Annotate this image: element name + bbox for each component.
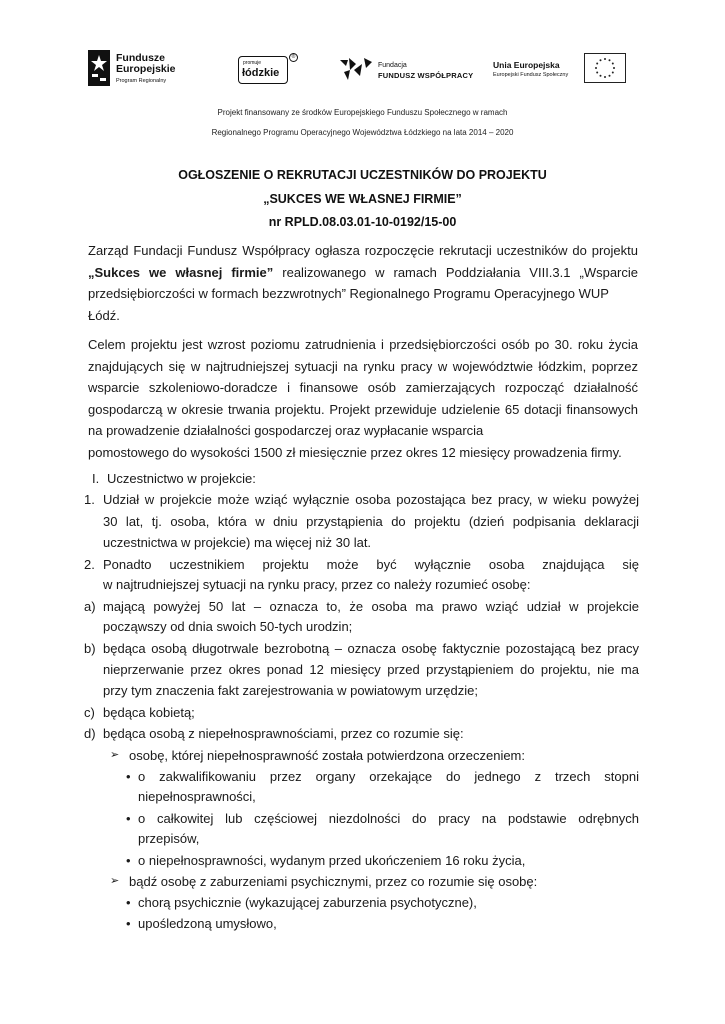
item-1-line-1: Udział w projekcie może wziąć wyłącznie osoba pozostająca bez pracy, w wieku powyżej xyxy=(103,492,639,507)
arrow-1-sub-1-line-2: niepełnosprawności, xyxy=(138,789,256,804)
arrow-bullet-icon: ➢ xyxy=(110,749,120,761)
ue-logo-line2: Europejski Fundusz Społeczny xyxy=(493,72,569,78)
item-a-line-2: począwszy od dnia swoich 50-tych urodzin; xyxy=(103,619,353,634)
fundacja-logo-line2: FUNDUSZ WSPÓŁPRACY xyxy=(378,71,474,80)
item-b-line-2: nieprzerwanie przez okres ponad 12 miesięcy przed przystąpieniem do projektu, nie ma xyxy=(103,662,639,677)
item-2-line-2: w najtrudniejszej sytuacji na rynku pracy, przez co należy rozumieć osobę: xyxy=(103,577,531,592)
section-1-number: I. xyxy=(92,471,100,486)
fundacja-arrows-icon xyxy=(340,56,374,82)
registered-mark: ® xyxy=(289,53,298,62)
item-d-line-1: będąca osobą z niepełnosprawnościami, przez co rozumie się: xyxy=(103,726,464,741)
eu-flag-icon xyxy=(584,53,626,83)
item-1-number: 1. xyxy=(84,492,95,507)
bullet-dot-icon: • xyxy=(126,853,131,868)
item-c-label: c) xyxy=(84,705,95,720)
arrow-1-sub-2-line-1: o całkowitej lub częściowej niezdolności do pracy na podstawie odrębnych xyxy=(138,811,639,826)
item-2-number: 2. xyxy=(84,557,95,572)
item-a-line-1: mającą powyżej 50 lat – oznacza to, że osoba ma prawo wziąć udział w projekcie xyxy=(103,599,639,614)
item-a-label: a) xyxy=(84,599,96,614)
bullet-dot-icon: • xyxy=(126,769,131,784)
arrow-1-sub-3-line-1: o niepełnosprawności, wydanym przed ukończeniem 16 roku życia, xyxy=(138,853,526,868)
arrow-1-text: osobę, której niepełnosprawność została potwierdzona orzeczeniem: xyxy=(129,748,525,763)
intro-paragraph-2 xyxy=(88,334,638,463)
section-1-title: Uczestnictwo w projekcie: xyxy=(107,471,256,486)
arrow-1-sub-1-line-1: o zakwalifikowaniu przez organy orzekające do jednego z trzech stopni xyxy=(138,769,639,784)
intro-p1-text-a: Zarząd Fundacji Fundusz Współpracy ogłasza rozpoczęcie rekrutacji uczestników do projektu xyxy=(88,243,638,258)
item-b-line-1: będąca osobą długotrwale bezrobotną – oznacza osobę faktycznie pozostającą bez pracy xyxy=(103,641,639,656)
intro-p2-last-line: pomostowego do wysokości 1500 zł miesięcznie przez okres 12 miesięcy prowadzenia firmy. xyxy=(88,444,622,460)
fe-logo-line3: Program Regionalny xyxy=(116,78,167,84)
item-b-line-3: przy tym znaczenia fakt zarejestrowania w powiatowym urzędzie; xyxy=(103,683,478,698)
intro-p1-project-name: „Sukces we własnej firmie” xyxy=(88,264,274,280)
funding-note-line1: Projekt finansowany ze środków Europejskiego Funduszu Społecznego w ramach xyxy=(217,108,508,117)
fe-logo-line2: Europejskie xyxy=(116,63,176,75)
item-b-label: b) xyxy=(84,641,96,656)
intro-p1-text-b: realizowanego w ramach Poddziałania VIII.3.1 „Wsparcie przedsiębiorczości w formach bezzwrotnych” Regionalnego Programu Operacyjnego WUP xyxy=(88,264,639,301)
arrow-2-text: bądź osobę z zaburzeniami psychicznymi, przez co rozumie się osobę: xyxy=(129,874,538,889)
bullet-dot-icon: • xyxy=(126,811,131,826)
arrow-1-sub-2-line-2: przepisów, xyxy=(138,831,200,846)
ue-logo-line1: Unia Europejska xyxy=(493,60,560,70)
logo-bar xyxy=(88,44,633,94)
intro-p2-text: Celem projektu jest wzrost poziomu zatrudnienia i przedsiębiorczości osób po 30. roku życia znajdujących się w najtrudniejszej sytuacji na rynku pracy w województwie łódzkim, poprzez wsparcie szkoleniowo-doradcze i finansowe osób zamierzających rozpocząć działalność gospodarczą w okresie trwania projektu. Projekt przewiduje udzielenie 65 dotacji finansowych na prowadzenie działalności gospodarczej oraz wypłacanie wsparcia xyxy=(88,337,638,438)
item-1-line-2: 30 lat, tj. osoba, która w dniu przystąpienia do projektu (dzień podpisania deklaracji xyxy=(103,514,639,529)
bullet-dot-icon: • xyxy=(126,916,131,931)
arrow-2-sub-2: upośledzoną umysłowo, xyxy=(138,916,277,931)
promuje-lodzkie-logo xyxy=(238,44,298,94)
lodzkie-logo-main: łódzkie xyxy=(242,67,280,79)
lodzkie-logo-pre: promuje xyxy=(243,60,262,66)
arrow-bullet-icon: ➢ xyxy=(110,875,120,887)
item-1-line-3: uczestnictwa w projekcie) ma więcej niż 30 lat. xyxy=(103,535,372,550)
unia-europejska-logo xyxy=(493,44,633,94)
item-2-line-1: Ponadto uczestnikiem projektu może być wyłącznie osoba znajdująca się xyxy=(103,557,639,572)
intro-p1-last-line: Łódź. xyxy=(88,307,120,323)
fundacja-logo-line1: Fundacja xyxy=(378,62,407,69)
project-number: nr RPLD.08.03.01-10-0192/15-00 xyxy=(268,215,457,229)
fundusze-europejskie-mark-icon xyxy=(88,50,110,86)
fundacja-fundusz-wspolpracy-logo xyxy=(340,44,480,94)
fundusze-europejskie-logo xyxy=(88,44,208,94)
funding-note-line2: Regionalnego Programu Operacyjnego Województwa Łódzkiego na lata 2014 – 2020 xyxy=(211,128,514,137)
item-d-label: d) xyxy=(84,726,96,741)
intro-paragraph-1 xyxy=(88,240,638,326)
bullet-dot-icon: • xyxy=(126,895,131,910)
document-title: OGŁOSZENIE O REKRUTACJI UCZESTNIKÓW DO PROJEKTU xyxy=(178,168,547,182)
project-name: „SUKCES WE WŁASNEJ FIRMIE” xyxy=(263,192,462,206)
fe-logo-line1: Fundusze xyxy=(116,52,165,64)
arrow-2-sub-1: chorą psychicznie (wykazującej zaburzenia psychotyczne), xyxy=(138,895,477,910)
item-c-line-1: będąca kobietą; xyxy=(103,705,195,720)
